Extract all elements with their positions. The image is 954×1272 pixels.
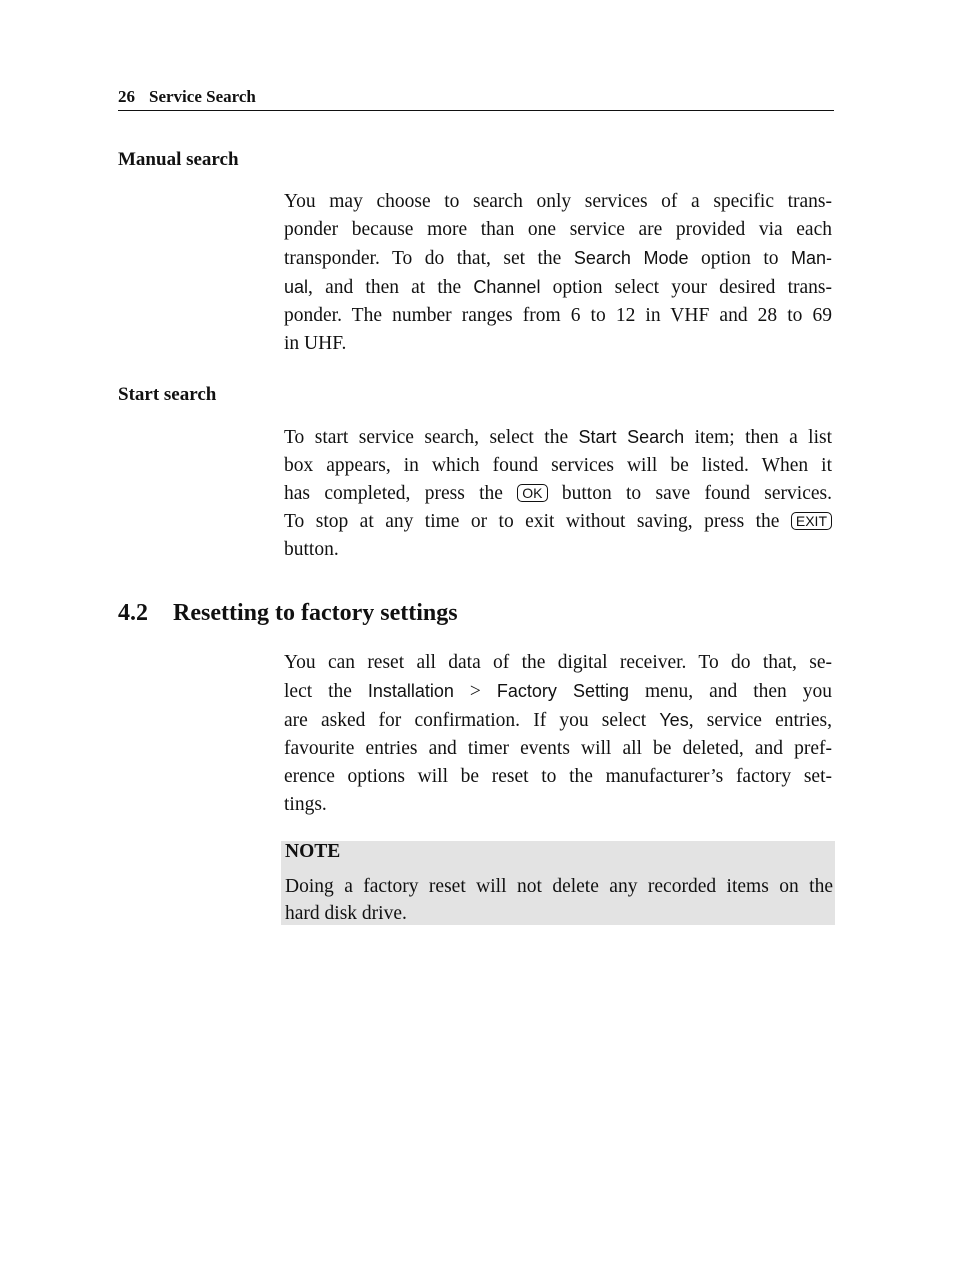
text-line: tings. bbox=[284, 794, 327, 815]
menu-term: ual bbox=[284, 277, 309, 297]
section-title: Resetting to factory settings bbox=[173, 600, 458, 626]
text-line: ponder because more than one service are provided via each bbox=[284, 219, 832, 240]
manual-search-paragraph bbox=[284, 188, 832, 358]
text-line: To stop at any time or to exit without saving, press the EXIT bbox=[284, 508, 832, 536]
text-line: in UHF. bbox=[284, 333, 347, 354]
text-line: You may choose to search only services of a specific trans- bbox=[284, 191, 832, 212]
text-line: button. bbox=[284, 539, 339, 560]
menu-term: Start Search bbox=[578, 427, 685, 447]
text-line: erence options will be reset to the manufacturer’s factory set- bbox=[284, 766, 832, 787]
running-header bbox=[118, 86, 834, 111]
note-line: Doing a factory reset will not delete any recorded items on the bbox=[285, 876, 833, 897]
menu-term: Yes bbox=[659, 710, 689, 730]
remote-key-exit: EXIT bbox=[791, 512, 832, 530]
note-box bbox=[281, 841, 835, 925]
menu-term: Installation bbox=[367, 681, 454, 701]
text-line: favourite entries and timer events will all be deleted, and pref- bbox=[284, 738, 832, 759]
menu-term: Man- bbox=[790, 248, 832, 268]
remote-key-ok: OK bbox=[517, 484, 547, 502]
page-number: 26 bbox=[118, 87, 135, 106]
section-heading bbox=[118, 598, 458, 628]
start-search-paragraph bbox=[284, 423, 832, 564]
section-number: 4.2 bbox=[118, 600, 148, 626]
note-title: NOTE bbox=[285, 841, 341, 862]
menu-term: Channel bbox=[473, 277, 541, 297]
text-line: ual, and then at the Channel option select your desired trans- bbox=[284, 277, 832, 298]
note-line: hard disk drive. bbox=[285, 903, 407, 924]
text-line: box appears, in which found services will be listed. When it bbox=[284, 455, 832, 476]
text-line: lect the Installation > Factory Setting menu, and then you bbox=[284, 681, 833, 702]
note-body bbox=[285, 873, 833, 927]
factory-reset-paragraph bbox=[284, 649, 832, 819]
menu-term: Factory Setting bbox=[496, 681, 630, 701]
manual-search-heading: Manual search bbox=[118, 149, 239, 170]
menu-term: Search Mode bbox=[573, 248, 689, 268]
text-line: ponder. The number ranges from 6 to 12 in VHF and 28 to 69 bbox=[284, 305, 832, 326]
text-line: are asked for confirmation. If you select Yes, service entries, bbox=[284, 710, 832, 731]
start-search-heading: Start search bbox=[118, 384, 217, 405]
text-line: You can reset all data of the digital receiver. To do that, se- bbox=[284, 652, 832, 673]
chapter-title: Service Search bbox=[149, 87, 256, 106]
text-line: has completed, press the OK button to save found services. bbox=[284, 483, 832, 504]
text-line: To start service search, select the Start Search item; then a list bbox=[284, 427, 832, 448]
text-line: transponder. To do that, set the Search Mode option to Man- bbox=[284, 248, 832, 269]
